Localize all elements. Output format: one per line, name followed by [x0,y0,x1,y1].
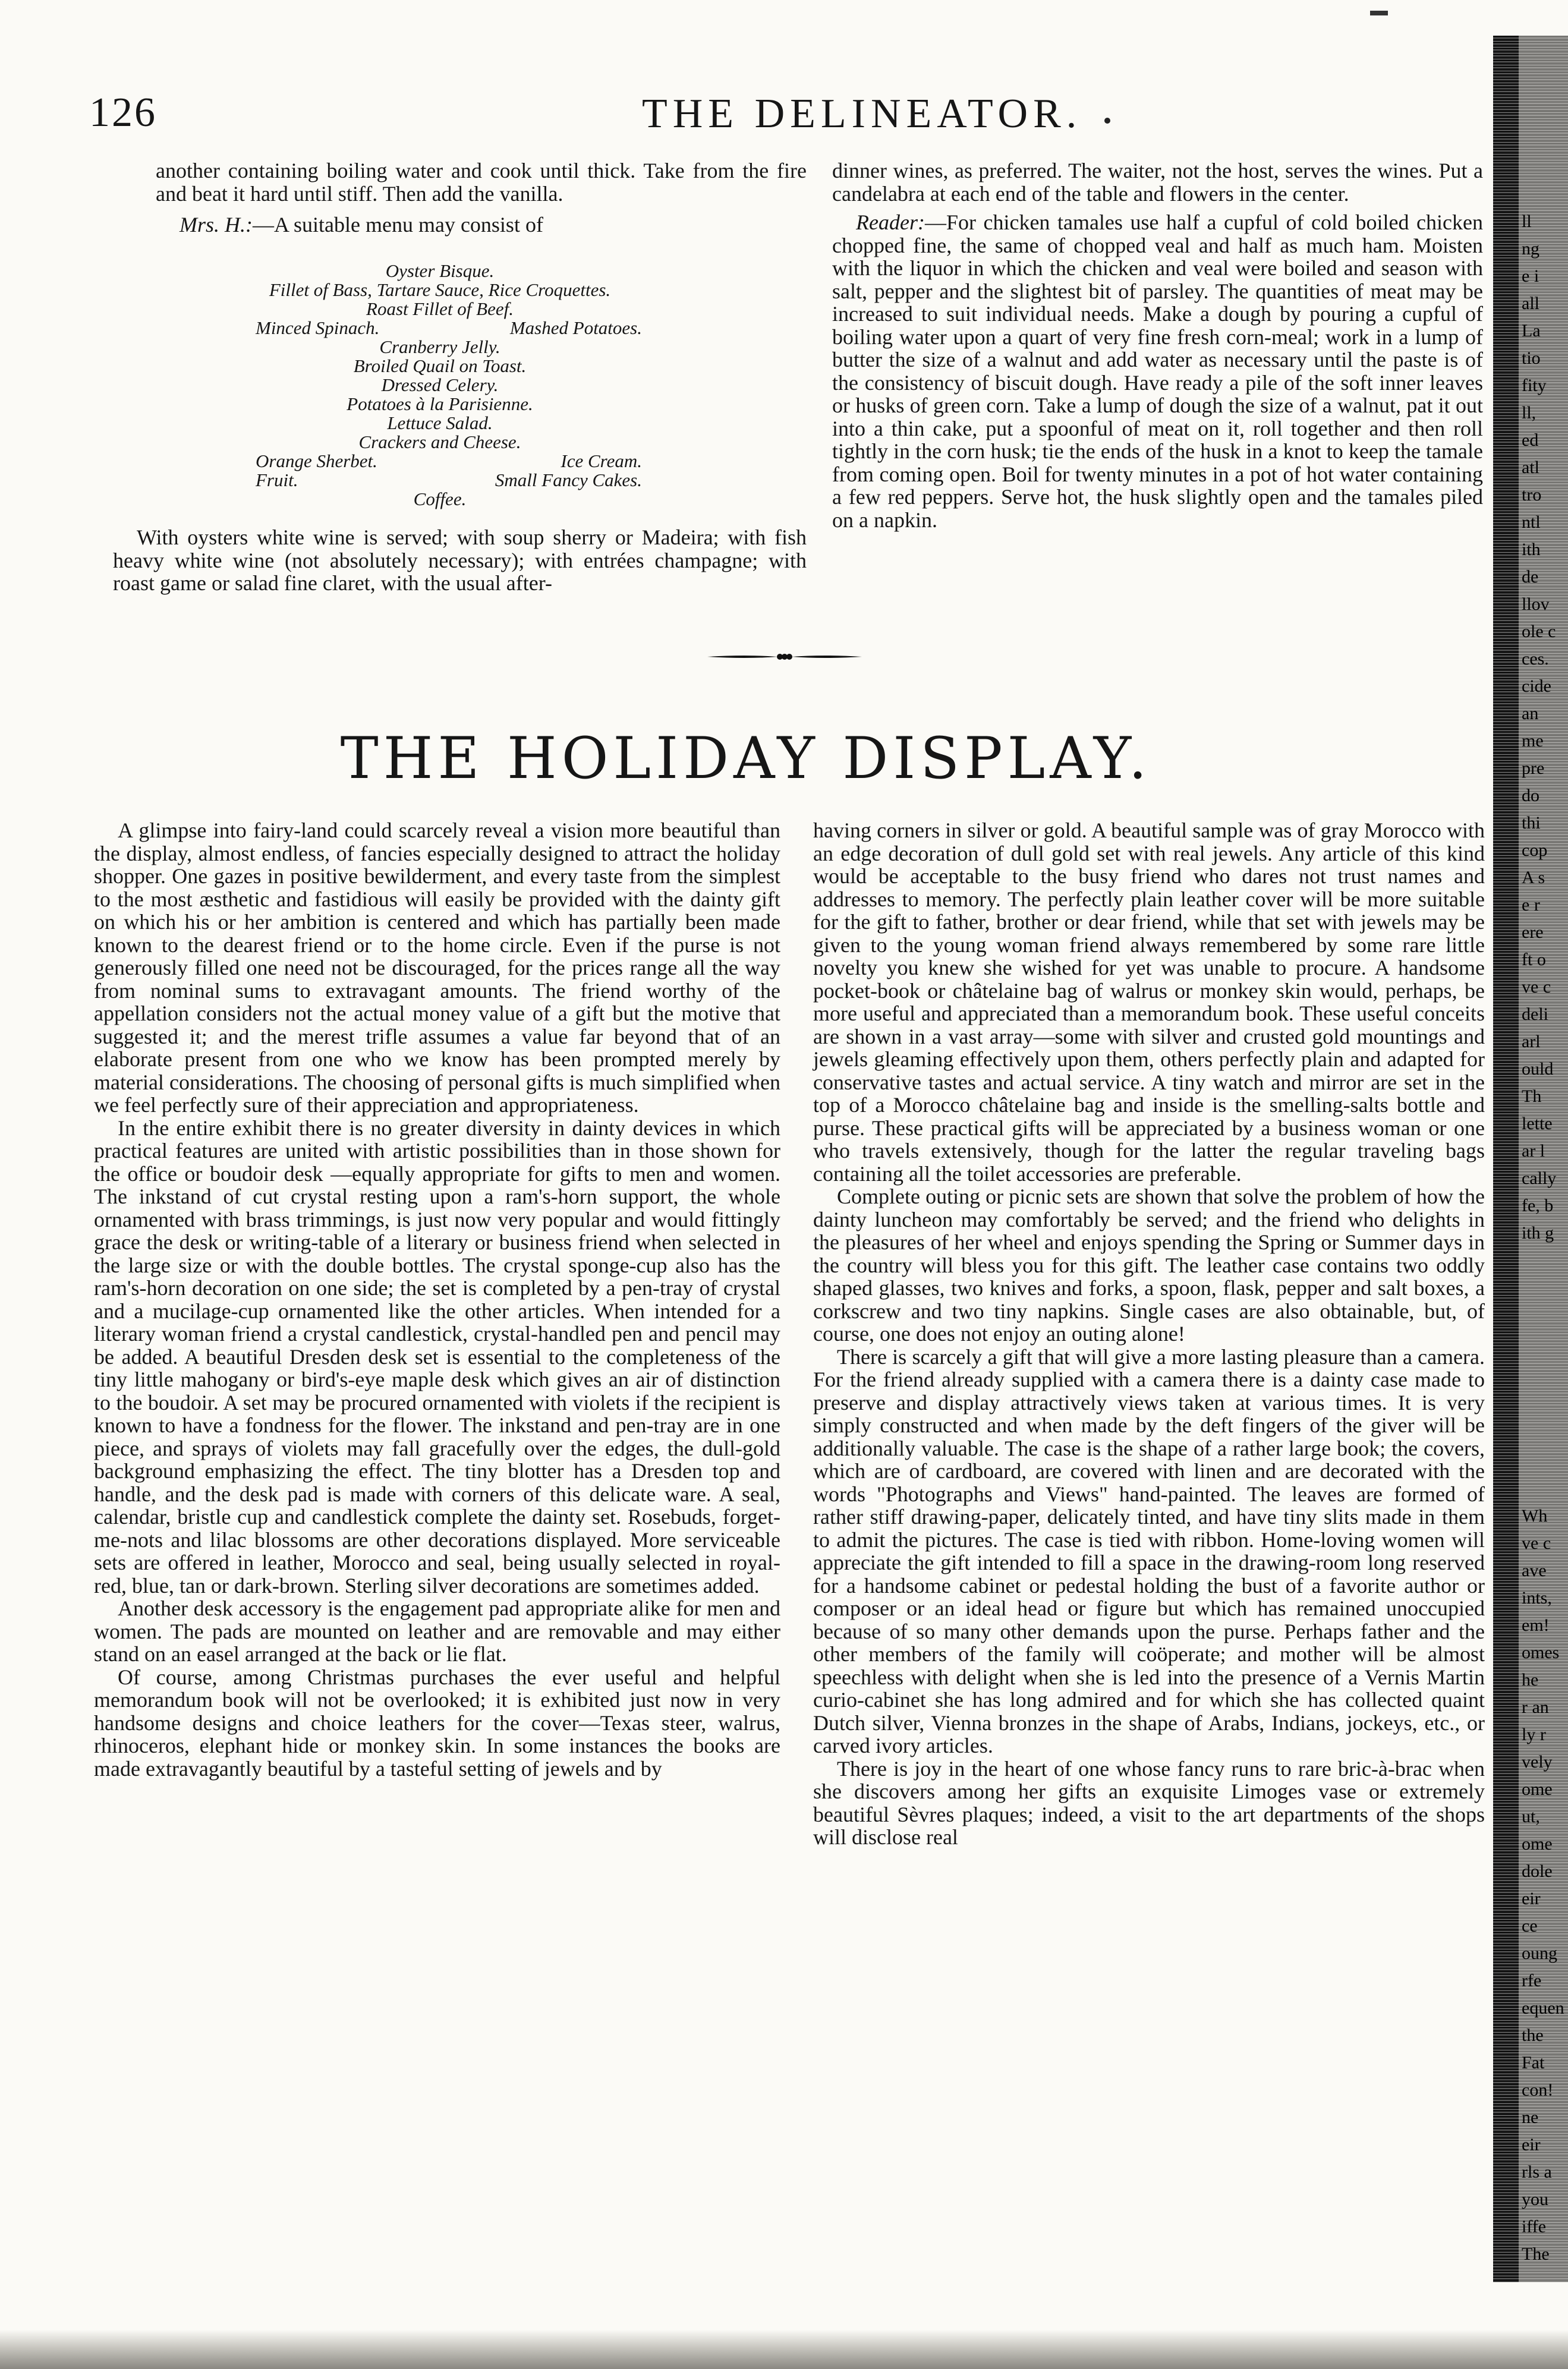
edge-fragment: ith g [1522,1223,1554,1243]
running-head: THE DELINEATOR. [642,91,1082,137]
edge-fragment: lette [1522,1114,1553,1133]
edge-fragment: ome [1522,1779,1553,1799]
menu-line [232,471,648,490]
edge-fragment: ome [1522,1834,1553,1854]
edge-fragment: atl [1522,458,1539,477]
continuation-paragraph: another containing boiling water and cook until thick. Take from the fire and beat it hard until stiff. Then add the vanilla. [156,159,807,206]
edge-fragment: tro [1522,485,1542,505]
edge-fragment: cide [1522,676,1551,696]
menu-item: Fruit. [256,470,298,490]
menu-line: Cranberry Jelly. [379,336,500,357]
dinner-menu [232,262,648,509]
edge-fragment: ft o [1522,950,1546,969]
menu-line [232,452,648,471]
edge-fragment: cally [1522,1168,1557,1188]
edge-fragment: omes [1522,1643,1560,1662]
edge-fragment: rls a [1522,2162,1552,2182]
edge-fragment: ould [1522,1059,1554,1079]
article-headline: THE HOLIDAY DISPLAY. [340,725,1152,792]
edge-fragment: you [1522,2190,1548,2209]
edge-fragment: ntl [1522,512,1541,532]
edge-fragment: r an [1522,1697,1549,1717]
menu-line: Dressed Celery. [381,374,499,395]
edge-fragment: The [1522,2244,1550,2264]
edge-fragment: ces. [1522,649,1549,669]
edge-fragment: Wh [1522,1506,1548,1526]
article-paragraph: In the entire exhibit there is no greater diversity in dainty devices in which practical features are united with artistic possibilities than in those shown for the office or boudoir desk —equally appropriate for gifts to men and women. The inkstand of cut crystal resting upon a ram's-horn support, the whole ornamented with brass trimmings, is just now very popular and would fittingly grace the desk or writing-table of a literary or business friend when selected in the large size or with the double bottles. The crystal sponge-cup also has the ram's-horn decoration on one side; the set is completed by a pen-tray of crystal and a mucilage-cup ornamented like the other articles. When intended for a literary woman friend a crystal candlestick, crystal-handled pen and pencil may be added. A beautiful Dresden desk set is essential to the completeness of the tiny little mahogany or bird's-eye maple desk which gives an air of distinction to the boudoir. A set may be procured ornamented with violets if the recipient is known to have a fondness for the flower. The inkstand and pen-tray are in one piece, and sprays of violets may fall gracefully over the edges, the dull-gold background emphasizing the effect. The tiny blotter has a Dresden top and handle, and the desk pad is made with corners of this delicate ware. A seal, calendar, bristle cup and candlestick complete the dainty set. Rosebuds, forget-me-nots and lilac blossoms are other decorations displayed. More serviceable sets are offered in leather, Morocco and seal, being usually selected in royal-red, blue, tan or dark-brown. Sterling silver decorations are sometimes added. [94,1116,780,1598]
edge-fragment: ly r [1522,1725,1546,1744]
article-paragraph: A glimpse into fairy-land could scarcely reveal a vision more beautiful than the display, almost endless, of fancies especially designed to attract the holiday shopper. One gazes in positive bewilderment, and every taste from the simplest to the most æsthetic and fastidious will easily be provided with the dainty gift on which his or her ambition is centered and which has partially been made known to the dearest friend or to the home circle. Even if the purse is not generously filled one need not be discouraged, for the prices range all the way from nominal sums to extravagant amounts. The friend worthy of the appellation considers not the actual money value of a gift but the motive that suggested it; and the merest trifle assumes a value far beyond that of an elaborate present from one who we know has been prompted merely by material considerations. The choosing of personal gifts is much simplified when we feel perfectly sure of their appreciation and appropriateness. [94,818,780,1117]
edge-fragment: pre [1522,758,1545,778]
menu-line: Coffee. [413,489,467,509]
edge-fragment: fe, b [1522,1196,1554,1215]
edge-fragment: do [1522,786,1539,805]
menu-line: Lettuce Salad. [387,412,493,433]
edge-fragment: ll, [1522,403,1536,423]
edge-fragment: tio [1522,348,1541,368]
menu-line: Oyster Bisque. [385,260,495,281]
edge-fragment: de [1522,567,1539,587]
scan-bottom-shadow [0,2330,1568,2369]
scan-speck [1370,11,1388,15]
edge-fragment: the [1522,2025,1544,2045]
edge-fragment: ere [1522,922,1544,942]
edge-fragment: vely [1522,1752,1553,1772]
edge-fragment: me [1522,731,1544,751]
reader-text: —For chicken tamales use half a cupful of cold boiled chicken chopped fine, the same of chopped veal and half as much ham. Moisten with the liquor in which the chicken and veal were boiled and season with salt, pepper and the slightest bit of parsley. The quantities of meat may be increased to suit individual needs. Make a dough by pouring a cupful of boiling water upon a quart of very fine fresh corn-meal; work in a lump of butter the size of a walnut and add water as necessary until the paste is of the consistency of biscuit dough. Have ready a pile of the soft inner leaves or husks of green corn. Take a lump of dough the size of a walnut, pat it out into a thin cake, put a spoonful of meat on it, roll together and then roll tightly in the corn husk; tie the ends of the husk in a knot to keep the tamale from coming open. Boil for twenty minutes in a pot of hot water containing a few red peppers. Serve hot, the husk slightly open and the tamales piled on a napkin. [832,210,1483,532]
reader-label: Mrs. H.: [180,213,253,237]
menu-line: Potatoes à la Parisienne. [347,393,533,414]
edge-fragment: thi [1522,813,1541,833]
edge-fragment: dole [1522,1861,1553,1881]
edge-fragment: ne [1522,2107,1539,2127]
top-right-column [832,159,1483,531]
menu-line [232,319,648,338]
edge-fragment: ar l [1522,1141,1545,1161]
adjacent-page-fragments [1522,208,1568,2268]
wine-paragraph-block [113,526,807,595]
article-paragraph: Of course, among Christmas purchases the ever useful and helpful memorandum book will not be overlooked; it is exhibited just now in very handsome designs and choice leathers for the cover—Texas steer, walrus, rhinoceros, elephant hide or monkey skin. In some instances the books are made extravagantly beautiful by a tasteful setting of jewels and by [94,1665,780,1781]
article-left-column [94,819,780,1780]
continuation-paragraph: dinner wines, as preferred. The waiter, not the host, serves the wines. Put a candelabra at each end of the table and flowers in the center. [832,159,1483,206]
menu-item: Small Fancy Cakes. [495,470,642,490]
edge-fragment: ed [1522,430,1539,450]
edge-fragment: cop [1522,840,1548,860]
edge-fragment: ut, [1522,1807,1540,1826]
edge-fragment: ith [1522,540,1541,559]
article-paragraph: having corners in silver or gold. A beautiful sample was of gray Morocco with an edge decoration of dull gold set with real jewels. Any article of this kind would be acceptable to the busy friend who dares not trust names and addresses to memory. The perfectly plain leather cover will be more suitable for the gift to father, brother or dear friend, while that set with jewels may be given to the young woman friend always remembered by some rare little novelty you knew she wished for yet was unable to procure. A handsome pocket-book or châtelaine bag of walrus or monkey skin would, perhaps, be more useful and appreciated than a memorandum book. These useful conceits are shown in a vast array—some with silver and crusted gold mountings and jewels gleaming effectively upon them, others perfectly plain and adapted for conservative tastes and actual service. A tiny watch and mirror are set in the top of a Morocco châtelaine bag and inside is the smelling-salts bottle and purse. These practical gifts will be appreciated by a business woman or one who travels extensively, though for the latter the regular traveling bags containing all the toilet accessories are preferable. [813,818,1485,1186]
edge-fragment: ve c [1522,977,1551,997]
edge-fragment: eir [1522,2135,1541,2154]
edge-fragment: Fat [1522,2053,1545,2072]
edge-fragment: eir [1522,1889,1541,1908]
page-number: 126 [89,90,157,136]
edge-fragment: fity [1522,376,1547,395]
menu-line: Roast Fillet of Beef. [366,298,514,319]
edge-fragment: ll [1522,212,1532,231]
edge-fragment: e i [1522,266,1539,286]
edge-fragment: ints, [1522,1588,1552,1608]
menu-item: Minced Spinach. [256,317,380,338]
reader-label: Reader: [856,210,925,234]
article-right-column [813,819,1485,1849]
edge-fragment: ng [1522,239,1539,259]
edge-fragment: an [1522,704,1539,723]
reader-text: —A suitable menu may consist of [253,213,543,237]
menu-item: Orange Sherbet. [256,451,377,471]
edge-fragment: iffe [1522,2217,1547,2236]
section-divider-ornament [707,651,862,663]
edge-fragment: deli [1522,1004,1548,1024]
edge-fragment: Th [1522,1086,1542,1106]
edge-fragment: ole c [1522,622,1556,641]
edge-fragment: arl [1522,1032,1541,1051]
menu-line: Fillet of Bass, Tartare Sauce, Rice Croquettes. [269,279,611,300]
edge-fragment: all [1522,294,1539,313]
edge-fragment: con! [1522,2080,1554,2100]
edge-fragment: A s [1522,868,1545,887]
edge-fragment: oung [1522,1943,1557,1963]
menu-line: Crackers and Cheese. [358,431,521,452]
menu-line: Broiled Quail on Toast. [353,355,527,376]
edge-fragment: ce [1522,1916,1538,1936]
edge-fragment: rfe [1522,1971,1542,1990]
edge-fragment: he [1522,1670,1539,1690]
menu-item: Mashed Potatoes. [509,317,642,338]
article-paragraph: There is scarcely a gift that will give a more lasting pleasure than a camera. For the friend already supplied with a camera there is a dainty case made to preserve and display attractively views taken at various times. It is very simply constructed and when made by the deft fingers of the giver will be additionally valuable. The case is the shape of a rather large book; the covers, which are of cardboard, are covered with linen and are decorated with the words "Photographs and Views" hand-painted. The leaves are formed of rather stiff drawing-paper, delicately tinted, and have tiny slits made in them to admit the pictures. The case is tied with ribbon. Home-loving women will appreciate the gift intended to fill a space in the drawing-room long reserved for a handsome cabinet or pedestal holding the bust of a favorite author or composer or an ideal head or figure but which has remained unoccupied because of so many other demands upon the purse. Perhaps father and the other members of the family will coöperate; and mother will be almost speechless with delight when she is led into the presence of a Vernis Martin curio-cabinet she has long admired and for which she has collected quaint Dutch silver, Vienna bronzes in the shape of Arabs, Indians, jockeys, etc., or carved ivory articles. [813,1344,1485,1757]
menu-item: Ice Cream. [561,451,642,471]
article-paragraph: Another desk accessory is the engagement pad appropriate alike for men and women. The pads are mounted on leather and are removable and may either stand on an easel arranged at the back or lie flat. [94,1596,780,1666]
edge-fragment: llov [1522,594,1550,614]
article-paragraph: Complete outing or picnic sets are shown that solve the problem of how the dainty luncheon may comfortably be served; and the friend who delights in the pleasures of her wheel and enjoys spending the Spring or Summer days in the country will bless you for this gift. The leather case contains two oddly shaped glasses, two knives and forks, a spoon, flask, pepper and salt boxes, a corkscrew and two tiny napkins. Single cases are also obtainable, but, of course, one does not enjoy an outing alone! [813,1184,1485,1346]
header-ornament-dot [1104,118,1110,124]
top-left-column [156,159,807,237]
wines-paragraph: With oysters white wine is served; with soup sherry or Madeira; with fish heavy white wine (not absolutely necessary); with entrées champagne; with roast game or salad fine claret, with the usual after- [113,525,807,595]
edge-fragment: em! [1522,1615,1550,1635]
article-paragraph: There is joy in the heart of one whose fancy runs to rare bric-à-brac when she discovers among her gifts an exquisite Limoges vase or extremely beautiful Sèvres plaques; indeed, a visit to the art departments of the shops will disclose real [813,1756,1485,1849]
reader-reply [156,213,807,237]
reader-reply [832,211,1483,531]
edge-fragment: ve c [1522,1533,1551,1553]
edge-fragment: equen [1522,1998,1564,2018]
edge-fragment: La [1522,321,1541,341]
edge-fragment: e r [1522,895,1540,915]
edge-fragment: ave [1522,1561,1547,1580]
